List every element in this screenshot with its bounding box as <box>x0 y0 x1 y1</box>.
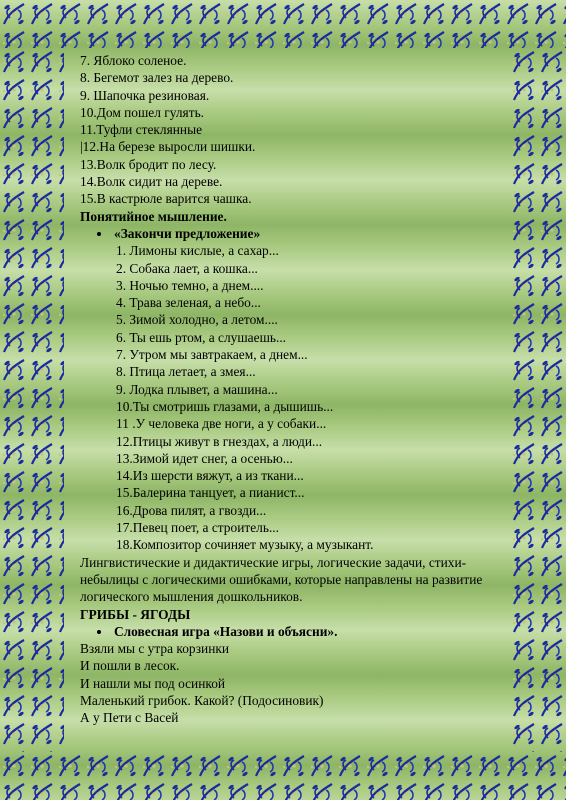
list-item: 15.Балерина танцует, а пианист... <box>116 485 305 501</box>
poem-line: А у Пети с Васей <box>80 710 179 726</box>
intro-paragraph: Лингвистические и дидактические игры, логические задачи, стихи-небылицы с логическими ошибками, которые направлены на развитие логического мышления дошкольников. <box>80 554 483 605</box>
list-item: 3. Ночью темно, а днем.... <box>116 277 264 293</box>
list-item: 7. Яблоко соленое. <box>80 53 187 68</box>
list-item: 1. Лимоны кислые, а сахар... <box>116 243 279 259</box>
bullet-heading: Словесная игра «Назови и объясни». <box>80 623 498 640</box>
list-item: 9. Шапочка резиновая. <box>80 87 210 103</box>
list-item: 14.Из шерсти вяжут, а из ткани... <box>116 468 304 484</box>
section-conceptual-thinking <box>80 208 498 554</box>
list-item: 13.Зимой идет снег, а осенью... <box>116 450 293 466</box>
ornamental-border-right <box>510 48 566 752</box>
list-item: 8. Птица летает, а змея... <box>116 364 256 380</box>
list-item: |12.На березе выросли шишки. <box>80 139 256 155</box>
list-item: 14.Волк сидит на дереве. <box>80 174 223 190</box>
list-item: 11 .У человека две ноги, а у собаки... <box>116 416 327 432</box>
ornamental-border-bottom <box>0 752 566 800</box>
list-item: 8. Бегемот залез на дерево. <box>80 70 234 86</box>
section-mushrooms-berries <box>80 606 498 727</box>
list-item: 16.Дрова пилят, а гвозди... <box>116 502 267 518</box>
section-heading: ГРИБЫ - ЯГОДЫ <box>80 606 191 622</box>
list-item: 7. Утром мы завтракаем, а днем... <box>116 347 308 363</box>
bullet-heading: «Закончи предложение» <box>80 225 498 242</box>
list-item: 11.Туфли стеклянные <box>80 122 203 138</box>
list-item: 18.Композитор сочиняет музыку, а музыкант. <box>116 537 374 553</box>
list-item: 6. Ты ешь ртом, а слушаешь... <box>116 329 287 345</box>
list-item: 10.Ты смотришь глазами, а дышишь... <box>116 398 334 414</box>
list-item: 17.Певец поет, а строитель... <box>116 520 279 536</box>
ornamental-border-top <box>0 0 566 48</box>
list-item: 4. Трава зеленая, а небо... <box>116 295 261 311</box>
poem-line: И пошли в лесок. <box>80 658 180 674</box>
list-item: 10.Дом пошел гулять. <box>80 104 205 120</box>
poem-line: Маленький грибок. Какой? (Подосиновик) <box>80 692 324 708</box>
list-item: 15.В кастрюле варится чашка. <box>80 191 252 207</box>
list-item: 2. Собака лает, а кошка... <box>116 260 258 276</box>
top-list <box>80 52 498 208</box>
list-item: 5. Зимой холодно, а летом.... <box>116 312 278 328</box>
list-item: 13.Волк бродит по лесу. <box>80 156 217 172</box>
list-item: 12.Птицы живут в гнездах, а люди... <box>116 433 323 449</box>
poem-line: И нашли мы под осинкой <box>80 675 226 691</box>
poem-line: Взяли мы с утра корзинки <box>80 641 230 657</box>
document-body <box>80 52 498 727</box>
ornamental-border-left <box>0 48 64 752</box>
section-heading: Понятийное мышление. <box>80 208 227 224</box>
list-item: 9. Лодка плывет, а машина... <box>116 381 278 397</box>
